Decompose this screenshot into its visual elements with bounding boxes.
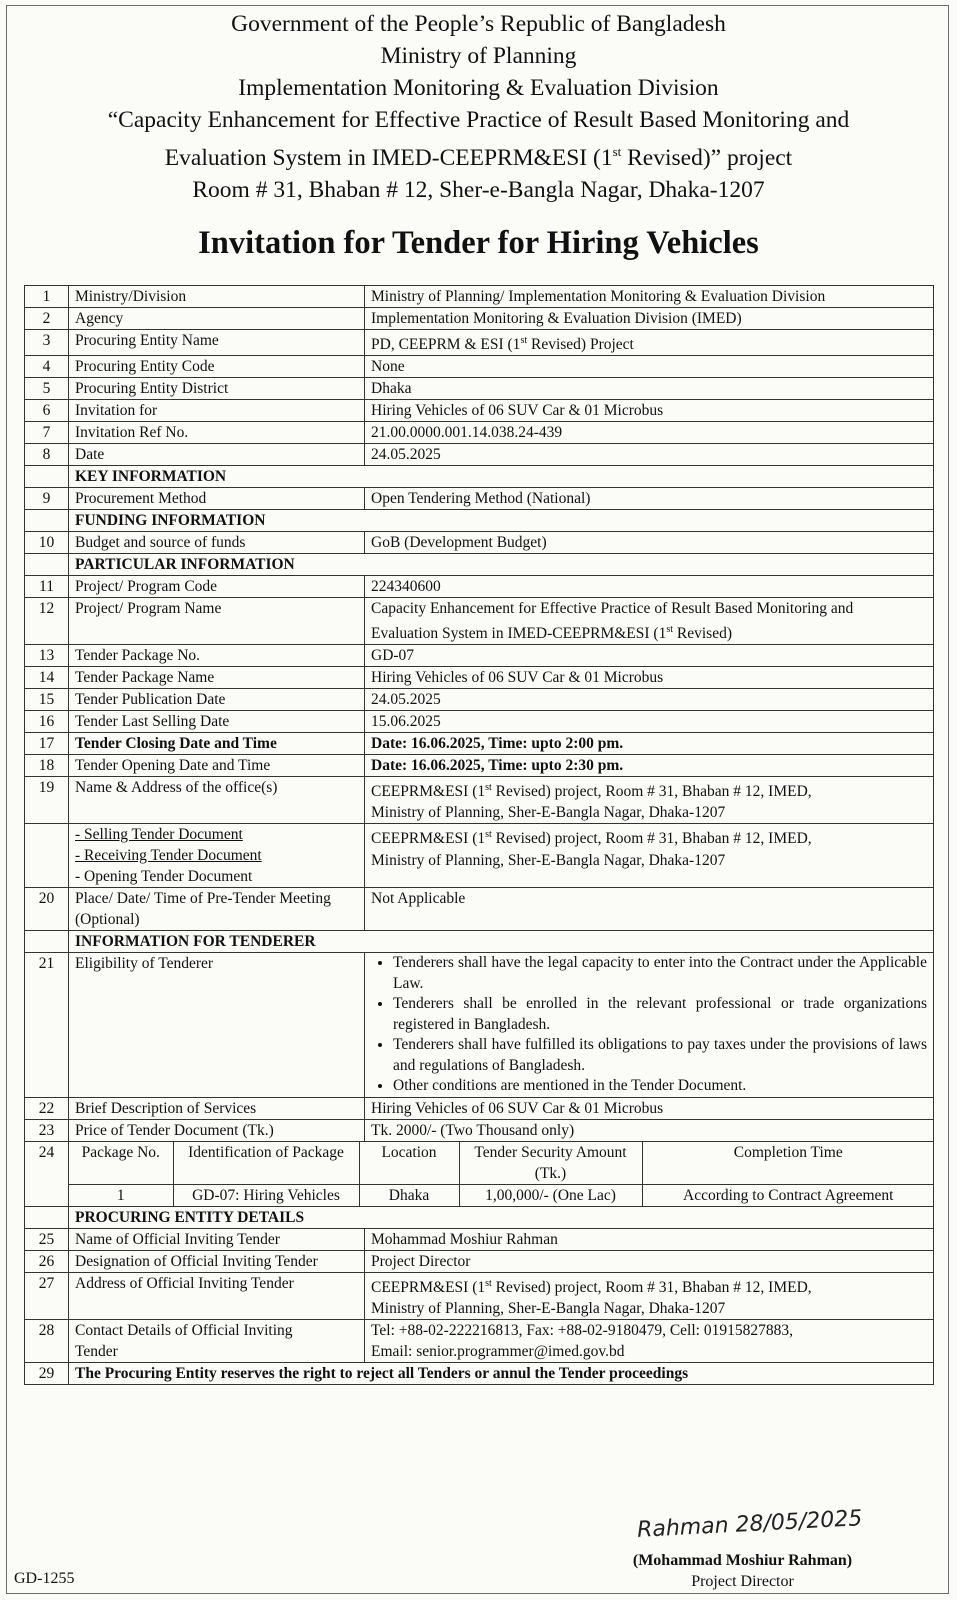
list-item: • Tenderers shall be enrolled in the relevant professional or trade organizations registered in Bangladesh.	[393, 994, 927, 1035]
table-row: 20 Place/ Date/ Time of Pre-Tender Meeting (Optional) Not Applicable	[25, 888, 934, 931]
page-title: Invitation for Tender for Hiring Vehicles	[198, 225, 759, 261]
table-row: 25 Name of Official Inviting Tender Mohammad Moshiur Rahman	[25, 1228, 934, 1250]
table-row: 14 Tender Package Name Hiring Vehicles of 06 SUV Car & 01 Microbus	[25, 667, 934, 689]
table-row: 29 The Procuring Entity reserves the right to reject all Tenders or annul the Tender proceedings	[25, 1363, 934, 1385]
table-row: 18 Tender Opening Date and Time Date: 16.06.2025, Time: upto 2:30 pm.	[25, 755, 934, 777]
table-row: 15 Tender Publication Date 24.05.2025	[25, 689, 934, 711]
table-row: 22 Brief Description of Services Hiring Vehicles of 06 SUV Car & 01 Microbus	[25, 1097, 934, 1119]
table-row: 27 Address of Official Inviting Tender CEEPRM&ESI (1st Revised) project, Room # 31, Bhaban # 12, IMED, Ministry of Planning, Sher-E-Bangla Nagar, Dhaka-1207	[25, 1272, 934, 1319]
header-division: Implementation Monitoring & Evaluation Division	[238, 75, 719, 101]
table-row: 21 Eligibility of Tenderer • Tenderers shall have the legal capacity to enter into the Contract under the Applicable Law. • Tenderers shall be enrolled in the relevant professional or trade organizations registered in Bangladesh. • Tenderers shall have fulfilled its obligations to pay taxes under the provisions of laws and regulations of Bangladesh. • Other conditions are mentioned in the Tender Document.	[25, 953, 934, 1098]
signatory-name: (Mohammad Moshiur Rahman)	[632, 1552, 853, 1569]
section-header: FUNDING INFORMATION	[25, 510, 934, 532]
table-row: 5 Procuring Entity District Dhaka	[25, 378, 934, 400]
table-row: 10 Budget and source of funds GoB (Development Budget)	[25, 532, 934, 554]
tender-table	[24, 285, 934, 1385]
header-ministry: Ministry of Planning	[380, 43, 577, 69]
package-header-row: Package No. Identification of Package Location Tender Security Amount (Tk.) Completion Time	[69, 1142, 934, 1185]
table-row: 12 Project/ Program Name Capacity Enhancement for Effective Practice of Result Based Monitoring and Evaluation System in IMED-CEEPRM&ESI (1st Revised)	[25, 598, 934, 645]
table-row: 9 Procurement Method Open Tendering Method (National)	[25, 488, 934, 510]
section-header: PROCURING ENTITY DETAILS	[25, 1206, 934, 1228]
table-row: 6 Invitation for Hiring Vehicles of 06 SUV Car & 01 Microbus	[25, 400, 934, 422]
section-header: KEY INFORMATION	[25, 466, 934, 488]
header-government: Government of the People’s Republic of Bangladesh	[231, 11, 726, 37]
table-row: 2 Agency Implementation Monitoring & Evaluation Division (IMED)	[25, 308, 934, 330]
table-row: 24 Package No. Identification of Package Location Tender Security Amount (Tk.) Completion Time 1 GD-07: Hiring Vehicles Dhaka 1,00,000/- (One Lac) According to Contract Agreement	[25, 1141, 934, 1206]
table-row: 1 Ministry/Division Ministry of Planning/ Implementation Monitoring & Evaluation Division	[25, 286, 934, 308]
section-header: PARTICULAR INFORMATION	[25, 554, 934, 576]
header-project-line1: “Capacity Enhancement for Effective Practice of Result Based Monitoring and	[107, 107, 850, 133]
header-project-line2: Evaluation System in IMED-CEEPRM&ESI (1st Revised)” project	[164, 144, 793, 171]
table-row: - Selling Tender Document - Receiving Tender Document - Opening Tender Document CEEPRM&ESI (1st Revised) project, Room # 31, Bhaban # 12, IMED, Ministry of Planning, Sher-E-Bangla Nagar, Dhaka-1207	[25, 824, 934, 888]
package-row: 1 GD-07: Hiring Vehicles Dhaka 1,00,000/- (One Lac) According to Contract Agreement	[69, 1184, 934, 1206]
table-row: 13 Tender Package No. GD-07	[25, 645, 934, 667]
header-address: Room # 31, Bhaban # 12, Sher-e-Bangla Nagar, Dhaka-1207	[192, 176, 765, 203]
table-row: 4 Procuring Entity Code None	[25, 356, 934, 378]
table-row: 28 Contact Details of Official Inviting Tender Tel: +88-02-222216813, Fax: +88-02-9180479, Cell: 01915827883, Email: senior.programmer@imed.gov.bd	[25, 1320, 934, 1363]
list-item: • Other conditions are mentioned in the Tender Document.	[393, 1076, 927, 1097]
table-row: 11 Project/ Program Code 224340600	[25, 576, 934, 598]
table-row: 16 Tender Last Selling Date 15.06.2025	[25, 711, 934, 733]
signatory-designation: Project Director	[691, 1573, 794, 1590]
table-row: 23 Price of Tender Document (Tk.) Tk. 2000/- (Two Thousand only)	[25, 1119, 934, 1141]
table-row: 19 Name & Address of the office(s) CEEPRM&ESI (1st Revised) project, Room # 31, Bhaban # 12, IMED, Ministry of Planning, Sher-E-Bangla Nagar, Dhaka-1207	[25, 777, 934, 824]
table-row: 3 Procuring Entity Name PD, CEEPRM & ESI (1st Revised) Project	[25, 330, 934, 356]
table-row: 7 Invitation Ref No. 21.00.0000.001.14.038.24-439	[25, 422, 934, 444]
package-table	[69, 1142, 934, 1206]
table-row: 26 Designation of Official Inviting Tender Project Director	[25, 1250, 934, 1272]
footer-code: GD-1255	[14, 1570, 75, 1587]
section-header: INFORMATION FOR TENDERER	[25, 931, 934, 953]
list-item: • Tenderers shall have fulfilled its obligations to pay taxes under the provisions of laws and regulations of Bangladesh.	[393, 1035, 927, 1076]
table-row: 17 Tender Closing Date and Time Date: 16.06.2025, Time: upto 2:00 pm.	[25, 733, 934, 755]
eligibility-list	[371, 953, 927, 1097]
table-row: 8 Date 24.05.2025	[25, 444, 934, 466]
list-item: • Tenderers shall have the legal capacity to enter into the Contract under the Applicable Law.	[393, 953, 927, 994]
letterhead	[0, 8, 957, 206]
signature-scribble: Rahman 28/05/2025	[636, 1506, 863, 1543]
